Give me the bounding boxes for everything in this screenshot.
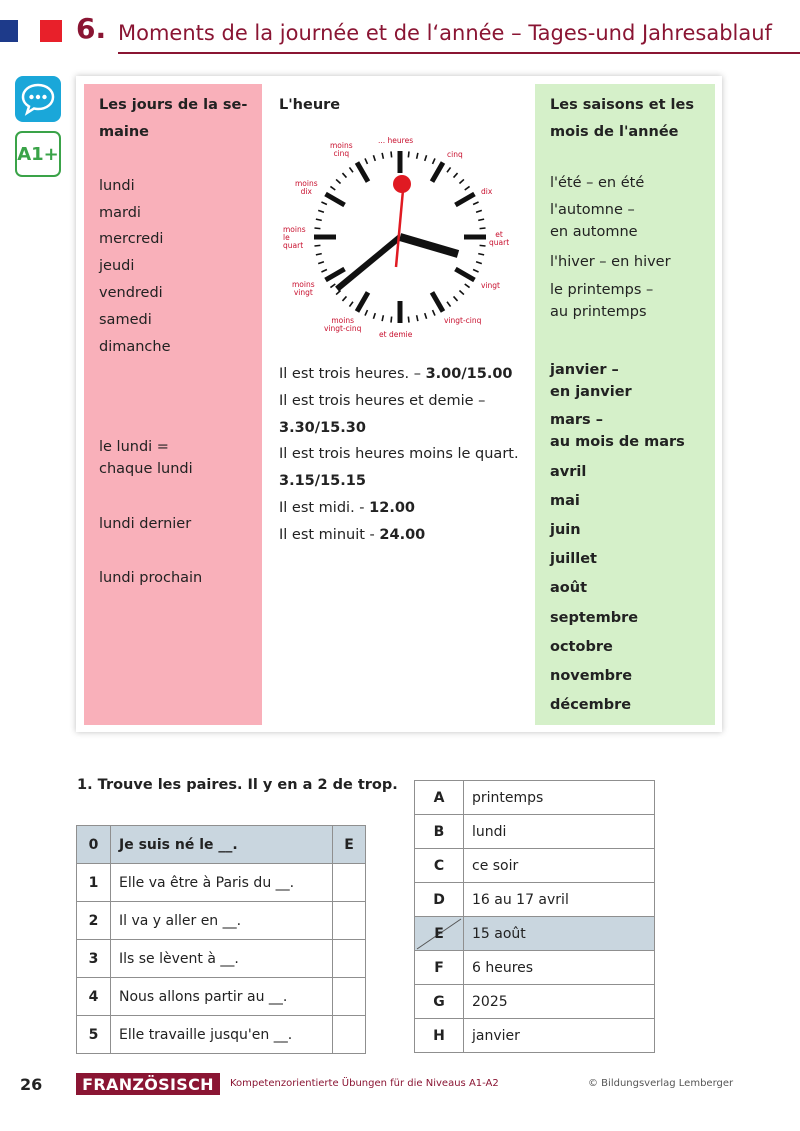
clock-minute-tick [316,254,322,255]
clock-label-moins-quart: moins le quart [283,225,306,250]
day-item: jeudi [99,258,135,274]
answer-cell: E [333,826,366,864]
time-example: 3.15/15.15 [279,473,366,489]
time-example: Il est trois heures. – 3.00/15.00 [279,366,513,382]
option-letter-crossed [415,917,464,951]
clock-second-hand-dot [393,175,411,193]
table-row [77,940,366,978]
publisher-credit: © Bildungsverlag Lemberger [588,1078,734,1089]
clock-minute-tick [425,313,427,319]
clock-label-moins-cinq: moins cinq [330,141,353,158]
clock-minute-tick [454,296,458,300]
clock-minute-tick [342,173,346,177]
day-phrase: lundi prochain [99,570,203,586]
clock-minute-tick [408,317,409,323]
clock-hour-tick [326,194,345,205]
clock-minute-tick [321,270,326,272]
chapter-number: 6. [76,12,107,45]
option-letter: D [415,883,464,917]
clock-label-moins-vingt: moins vingt [292,280,315,297]
clock-minute-tick [459,179,463,183]
month-item: avril [550,464,587,480]
clock-minute-tick [417,153,418,159]
clock-minute-tick [391,151,392,157]
clock-minute-tick [342,296,346,300]
clock-minute-tick [391,317,392,323]
table-row [415,951,655,985]
day-item: mardi [99,205,141,221]
clock-hour-tick [357,163,368,182]
day-item: samedi [99,312,152,328]
option-text: 2025 [464,985,655,1019]
sentence-text: Nous allons partir au __. [111,978,333,1016]
seasons-heading-line2: mois de l'année [550,124,679,140]
clock-minute-tick [425,155,427,161]
table-row [77,864,366,902]
day-phrase: chaque lundi [99,461,193,477]
clock-label-moins-vingt-cinq: moins vingt-cinq [324,316,362,333]
page-number: 26 [20,1075,43,1094]
options-table [414,780,655,1053]
clock-label-quart: et quart [489,230,510,247]
answer-cell[interactable] [333,902,366,940]
season-item: l'été – en été [550,175,645,191]
sentences-table [76,825,366,1054]
sentence-number: 1 [77,864,111,902]
footer-description: Kompetenzorientierte Übungen für die Niveaus A1-A2 [230,1078,499,1089]
clock-minute-tick [373,313,375,319]
answer-cell[interactable] [333,978,366,1016]
clock-minute-tick [373,155,375,161]
sentence-text: Elle va être à Paris du __. [111,864,333,902]
table-row [77,1016,366,1054]
table-row [415,849,655,883]
option-text: ce soir [464,849,655,883]
clock-hour-tick [455,194,474,205]
clock-minute-tick [433,158,435,163]
clock-label-vingt: vingt [481,281,500,290]
clock-minute-tick [316,219,322,220]
sentence-text: Ils se lèvent à __. [111,940,333,978]
time-example: Il est midi. - 12.00 [279,500,416,516]
table-row [77,978,366,1016]
option-letter: E [434,925,444,942]
clock-minute-tick [336,291,340,295]
month-item: mars – [550,412,603,428]
day-item: dimanche [99,339,171,355]
clock-label-heures: ... heures [378,136,414,145]
month-item: en janvier [550,384,632,400]
chapter-title: Moments de la journée et de l‘année – Tages-und Jahresablauf [118,21,772,45]
option-text: 15 août [464,917,655,951]
clock-minute-tick [476,210,482,212]
sentence-number: 0 [77,826,111,864]
clock-label-cinq: cinq [447,150,463,159]
clock-minute-tick [473,202,478,204]
day-phrase: le lundi = [99,439,169,455]
season-item: l'hiver – en hiver [550,254,671,270]
sentence-number: 4 [77,978,111,1016]
clock-minute-tick [318,262,324,264]
table-row [415,815,655,849]
clock-minute-tick [314,245,320,246]
clock-minute-tick [478,219,484,220]
clock-label-vingt-cinq: vingt-cinq [444,316,482,325]
month-item: novembre [550,668,633,684]
month-item: juin [550,522,581,538]
option-letter: G [415,985,464,1019]
answer-cell[interactable] [333,864,366,902]
answer-cell[interactable] [333,1016,366,1054]
clock-minute-tick [330,284,335,288]
clock-minute-tick [365,158,367,163]
table-row [415,1019,655,1053]
clock-minute-tick [349,302,353,307]
table-row [415,985,655,1019]
clock-minute-tick [478,254,484,255]
clock-minute-hand [337,237,400,289]
days-heading-line2: maine [99,124,150,140]
table-row [77,826,366,864]
clock-minute-tick [433,310,435,315]
clock-minute-tick [459,291,463,295]
sentence-number: 3 [77,940,111,978]
clock-diagram [280,132,520,342]
answer-cell[interactable] [333,940,366,978]
option-letter: A [415,781,464,815]
clock-hour-tick [455,269,474,280]
time-example: Il est trois heures moins le quart. [279,446,519,462]
clock-minute-tick [447,302,451,307]
season-item: en automne [550,224,638,240]
clock-minute-tick [330,186,335,190]
option-text: printemps [464,781,655,815]
season-item: l'automne – [550,202,635,218]
sentence-text: Il va y aller en __. [111,902,333,940]
clock-minute-tick [314,228,320,229]
clock-minute-tick [349,167,353,172]
clock-minute-tick [480,245,486,246]
option-letter: F [415,951,464,985]
option-text: 6 heures [464,951,655,985]
table-row [415,883,655,917]
clock-minute-tick [408,151,409,157]
subject-label: FRANZÖSISCH [76,1073,220,1095]
clock-hour-tick [357,292,368,311]
sentence-text: Elle travaille jusqu'en __. [111,1016,333,1054]
time-example: 3.30/15.30 [279,420,366,436]
time-heading: L'heure [279,97,341,113]
clock-minute-tick [382,153,383,159]
clock-hour-tick [326,269,345,280]
option-letter: C [415,849,464,883]
clock-minute-tick [465,186,470,190]
table-row [415,917,655,951]
clock-hour-hand [400,237,458,254]
option-text: 16 au 17 avril [464,883,655,917]
day-item: vendredi [99,285,163,301]
level-badge: A1+ [15,131,61,177]
option-text: janvier [464,1019,655,1053]
clock-minute-tick [318,210,324,212]
clock-hour-tick [432,292,443,311]
month-item: mai [550,493,580,509]
clock-minute-tick [321,202,326,204]
flag-blue-stripe [0,20,18,42]
sentence-number: 2 [77,902,111,940]
time-example: Il est trois heures et demie – [279,393,486,409]
clock-minute-tick [476,262,482,264]
speech-bubble-icon [15,76,61,122]
option-letter: H [415,1019,464,1053]
month-item: juillet [550,551,597,567]
clock-minute-tick [382,315,383,321]
season-item: au printemps [550,304,647,320]
month-item: au mois de mars [550,434,685,450]
table-row [415,781,655,815]
clock-second-hand [396,190,403,267]
time-example: Il est minuit - 24.00 [279,527,426,543]
day-item: mercredi [99,231,164,247]
season-item: le printemps – [550,282,654,298]
clock-label-demie: et demie [379,330,413,339]
day-item: lundi [99,178,135,194]
clock-minute-tick [447,167,451,172]
clock-label-dix: dix [481,187,493,196]
clock-minute-tick [473,270,478,272]
month-item: août [550,580,588,596]
sentence-text: Je suis né le __. [111,826,333,864]
month-item: décembre [550,697,632,713]
option-letter: B [415,815,464,849]
seasons-heading-line1: Les saisons et les [550,97,694,113]
table-row [77,902,366,940]
month-item: septembre [550,610,639,626]
option-text: lundi [464,815,655,849]
month-item: octobre [550,639,613,655]
clock-minute-tick [465,284,470,288]
sentence-number: 5 [77,1016,111,1054]
clock-minute-tick [454,173,458,177]
clock-minute-tick [480,228,486,229]
day-phrase: lundi dernier [99,516,192,532]
clock-hour-tick [432,163,443,182]
days-heading-line1: Les jours de la se- [99,97,248,113]
clock-minute-tick [417,315,418,321]
exercise-title: 1. Trouve les paires. Il y en a 2 de trop. [77,777,398,793]
clock-label-moins-dix: moins dix [295,179,318,196]
month-item: janvier – [550,362,619,378]
clock-minute-tick [365,310,367,315]
header-divider [118,52,800,54]
clock-minute-tick [336,179,340,183]
flag-red-stripe [40,20,62,42]
